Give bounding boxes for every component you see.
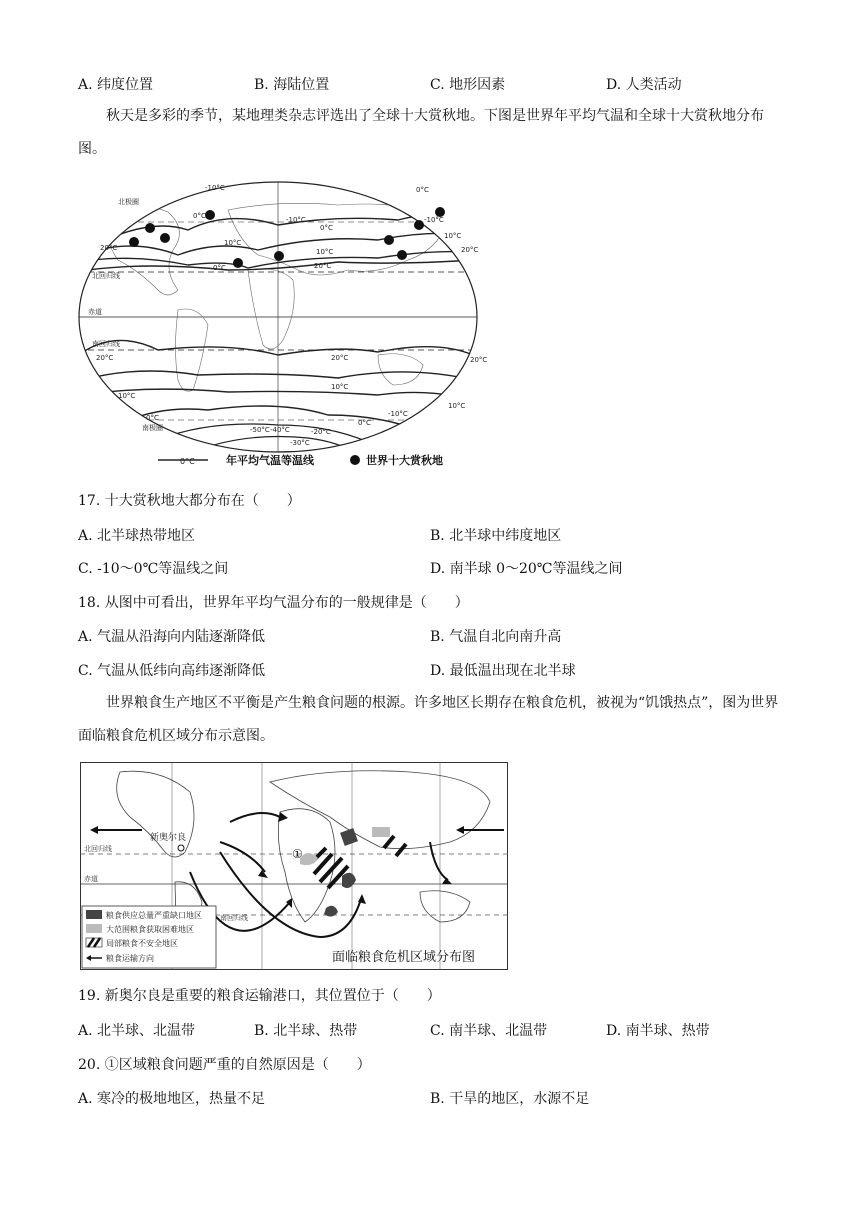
- label-tropic-capricorn: 南回归线: [92, 340, 120, 348]
- svg-text:20°C: 20°C: [470, 356, 488, 364]
- svg-text:20°C: 20°C: [100, 244, 118, 252]
- svg-text:0°C: 0°C: [416, 186, 429, 194]
- svg-text:-10°C: -10°C: [286, 216, 306, 224]
- svg-text:10°C: 10°C: [331, 383, 349, 391]
- svg-text:0°C: 0°C: [320, 224, 333, 232]
- passage-food: [78, 687, 784, 753]
- q18-stem: 18. 从图中可看出，世界年平均气温分布的一般规律是（ ）: [78, 595, 469, 611]
- label-tropic-capricorn-2: 南回归线: [220, 914, 248, 922]
- label-new-orleans: 新奥尔良: [150, 833, 187, 843]
- q19-option-b[interactable]: B. 北半球、热带: [254, 1023, 358, 1039]
- label-equator-2: 赤道: [84, 875, 98, 883]
- label-tropic-cancer-2: 北回归线: [84, 845, 112, 853]
- label-arctic-circle: 北极圈: [118, 198, 139, 206]
- q18-option-c[interactable]: C. 气温从低纬向高纬逐渐降低: [78, 663, 266, 679]
- option-a[interactable]: A. 纬度位置: [78, 77, 154, 93]
- svg-text:-10°C: -10°C: [388, 410, 408, 418]
- svg-text:10°C: 10°C: [118, 392, 136, 400]
- q19-stem: 19. 新奥尔良是重要的粮食运输港口，其位置位于（ ）: [78, 988, 441, 1004]
- map2-title: 面临粮食危机区域分布图: [332, 950, 476, 965]
- svg-text:20°C: 20°C: [461, 246, 479, 254]
- legend-transport: 粮食运输方向: [106, 954, 154, 963]
- option-b[interactable]: B. 海陆位置: [254, 77, 330, 93]
- svg-text:10°C: 10°C: [448, 402, 466, 410]
- svg-text:-10°C: -10°C: [205, 184, 225, 192]
- q19-option-d[interactable]: D. 南半球、热带: [606, 1023, 710, 1039]
- passage-food-text: 世界粮食生产地区不平衡是产生粮食问题的根源。许多地区长期存在粮食危机，被视为“饥饿热点”，图为世界面临粮食危机区域分布示意图。: [78, 695, 779, 744]
- autumn-spot-dot: [414, 220, 424, 230]
- svg-text:0°C: 0°C: [358, 419, 371, 427]
- autumn-spot-dot: [145, 223, 155, 233]
- svg-text:-30°C: -30°C: [290, 439, 310, 447]
- q17-option-a[interactable]: A. 北半球热带地区: [78, 528, 196, 544]
- wide-access-difficulty-region: [372, 827, 390, 837]
- q20-stem: 20. ①区域粮食问题严重的自然原因是（ ）: [78, 1057, 371, 1073]
- legend-isotherm: 年平均气温等温线: [226, 454, 314, 467]
- autumn-spot-dot: [205, 210, 215, 220]
- label-tropic-cancer: 北回归线: [92, 272, 120, 280]
- q19-option-c[interactable]: C. 南半球、北温带: [430, 1023, 548, 1039]
- legend-autumn-spot: 世界十大赏秋地: [366, 454, 443, 467]
- label-region-1: ①: [292, 847, 303, 861]
- autumn-spot-dot: [274, 251, 284, 261]
- q20-option-a[interactable]: A. 寒冷的极地地区，热量不足: [78, 1091, 266, 1107]
- option-d[interactable]: D. 人类活动: [606, 77, 682, 93]
- svg-text:20°C: 20°C: [314, 262, 332, 270]
- q18-option-d[interactable]: D. 最低温出现在北半球: [430, 663, 576, 679]
- svg-text:0°C: 0°C: [146, 414, 159, 422]
- autumn-spot-dot: [129, 237, 139, 247]
- passage-autumn-text: 秋天是多彩的季节，某地理类杂志评选出了全球十大赏秋地。下图是世界年平均气温和全球十大赏秋地分布图。: [78, 108, 764, 157]
- svg-text:0°C: 0°C: [213, 264, 226, 272]
- svg-text:-40°C: -40°C: [270, 426, 290, 434]
- legend-severe: 粮食供应总量严重缺口地区: [106, 911, 202, 920]
- option-c[interactable]: C. 地形因素: [430, 77, 506, 93]
- svg-text:-10°C: -10°C: [424, 216, 444, 224]
- legend-local: 局部粮食不安全地区: [106, 939, 178, 948]
- q17-stem: 17. 十大赏秋地大都分布在（ ）: [78, 493, 301, 509]
- q19-option-a[interactable]: A. 北半球、北温带: [78, 1023, 196, 1039]
- label-equator: 赤道: [88, 308, 102, 316]
- autumn-spot-dot: [233, 258, 243, 268]
- passage-autumn: [78, 100, 784, 166]
- map1-legend: [158, 453, 443, 467]
- legend-line-sample: 0°C: [180, 457, 195, 466]
- label-antarctic-circle: 南极圈: [142, 424, 163, 432]
- svg-text:20°C: 20°C: [96, 354, 114, 362]
- svg-text:10°C: 10°C: [224, 239, 242, 247]
- autumn-spot-dot: [397, 250, 407, 260]
- svg-text:0°C: 0°C: [193, 212, 206, 220]
- svg-text:10°C: 10°C: [316, 248, 334, 256]
- q17-option-d[interactable]: D. 南半球 0～20℃等温线之间: [430, 561, 623, 577]
- isotherm-map: [78, 180, 488, 470]
- svg-text:-50°C: -50°C: [250, 426, 270, 434]
- q20-option-b[interactable]: B. 干旱的地区，水源不足: [430, 1091, 590, 1107]
- food-crisis-map: [80, 762, 508, 970]
- q18-option-a[interactable]: A. 气温从沿海向内陆逐渐降低: [78, 629, 266, 645]
- legend-wide: 大范围粮食获取困难地区: [106, 925, 194, 934]
- q17-option-c[interactable]: C. -10～0℃等温线之间: [78, 561, 229, 577]
- q17-option-b[interactable]: B. 北半球中纬度地区: [430, 528, 562, 544]
- legend-dot-icon: [350, 455, 360, 465]
- map2-legend: [82, 906, 216, 968]
- q18-option-b[interactable]: B. 气温自北向南升高: [430, 629, 562, 645]
- svg-text:-20°C: -20°C: [311, 428, 331, 436]
- autumn-spot-dot: [384, 235, 394, 245]
- svg-text:20°C: 20°C: [331, 354, 349, 362]
- autumn-spot-dot: [160, 233, 170, 243]
- svg-text:10°C: 10°C: [444, 232, 462, 240]
